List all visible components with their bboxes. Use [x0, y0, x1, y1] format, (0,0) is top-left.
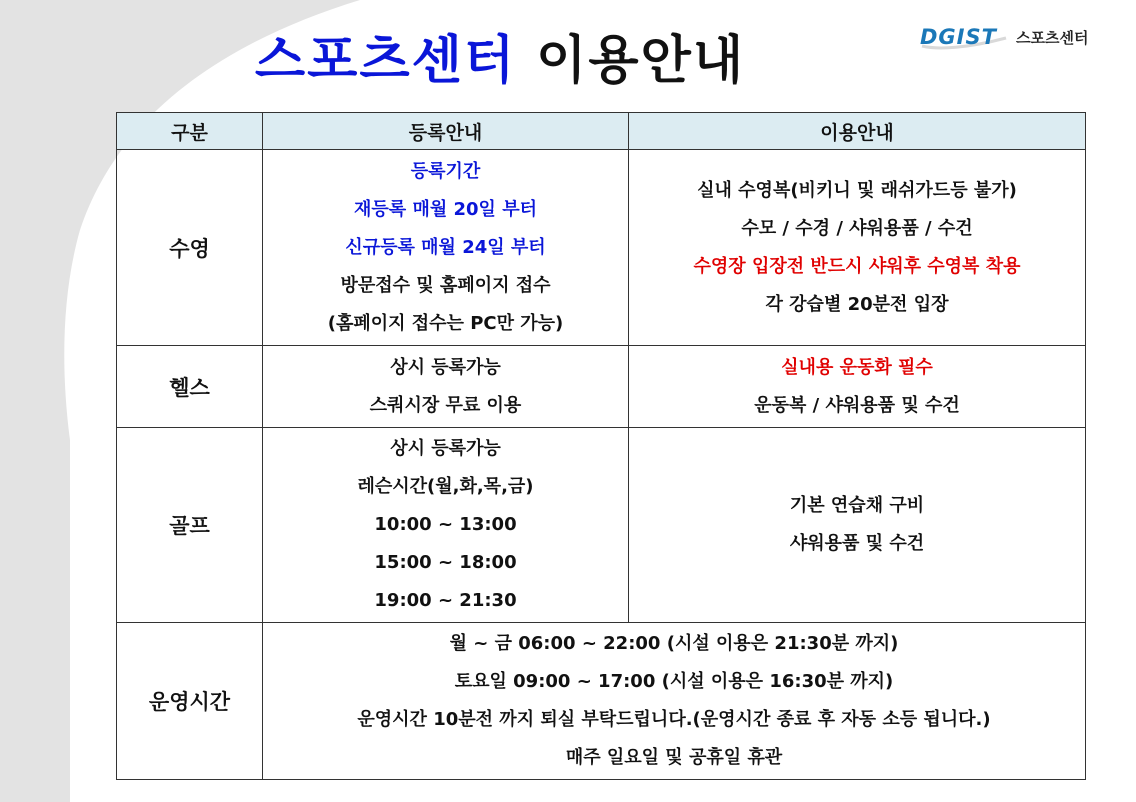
table-row-hours [117, 623, 1086, 780]
info-line: 매주 일요일 및 공휴일 휴관 [565, 747, 783, 768]
header-registration: 등록안내 [263, 113, 629, 150]
info-line: 재등록 매월 20일 부터 [354, 198, 537, 220]
swim-registration-cell [263, 150, 629, 346]
category-golf: 골프 [117, 428, 263, 623]
info-line: 19:00 ~ 21:30 [374, 590, 517, 611]
info-line: (홈페이지 접수는 PC만 가능) [327, 312, 564, 334]
logo-brand: DGIST [920, 25, 997, 49]
logo-suffix: 스포츠센터 [1016, 28, 1089, 47]
category-health: 헬스 [117, 346, 263, 428]
hours-cell [263, 623, 1086, 780]
info-line: 토요일 09:00 ~ 17:00 (시설 이용은 16:30분 까지) [454, 671, 894, 692]
dgist-logo [918, 22, 1088, 52]
header-usage: 이용안내 [629, 113, 1086, 150]
info-table [116, 112, 1086, 780]
golf-usage-cell [629, 428, 1086, 623]
swim-usage-cell [629, 150, 1086, 346]
title-accent: 스포츠센터 [254, 31, 517, 91]
table-row-golf [117, 428, 1086, 623]
info-line: 15:00 ~ 18:00 [374, 552, 517, 573]
table-header-row [117, 113, 1086, 150]
table-row-health [117, 346, 1086, 428]
info-line: 레슨시간(월,화,목,금) [357, 476, 534, 497]
health-usage-cell [629, 346, 1086, 428]
info-line: 신규등록 매월 24일 부터 [345, 236, 546, 258]
info-line: 기본 연습채 구비 [789, 495, 925, 516]
info-line: 월 ~ 금 06:00 ~ 22:00 (시설 이용은 21:30분 까지) [449, 633, 899, 654]
header-category: 구분 [117, 113, 263, 150]
info-line: 스쿼시장 무료 이용 [369, 394, 522, 416]
dgist-logo-mark [918, 24, 1010, 50]
info-line: 등록기간 [410, 160, 481, 182]
info-line: 운영시간 10분전 까지 퇴실 부탁드립니다.(운영시간 종료 후 자동 소등 됩니다.) [357, 709, 991, 730]
category-swim: 수영 [117, 150, 263, 346]
info-line: 실내 수영복(비키니 및 래쉬가드등 불가) [697, 179, 1017, 201]
info-line: 상시 등록가능 [390, 356, 501, 378]
info-line: 10:00 ~ 13:00 [374, 514, 517, 535]
info-line: 방문접수 및 홈페이지 접수 [340, 274, 551, 296]
info-line: 상시 등록가능 [390, 438, 501, 459]
info-line: 수모 / 수경 / 샤워용품 / 수건 [741, 217, 973, 239]
title-rest: 이용안내 [536, 31, 746, 91]
info-line: 각 강습별 20분전 입장 [765, 293, 949, 315]
golf-registration-cell [263, 428, 629, 623]
page-title [0, 18, 1000, 93]
table-row-swim [117, 150, 1086, 346]
info-line: 운동복 / 샤워용품 및 수건 [754, 394, 960, 416]
health-registration-cell [263, 346, 629, 428]
info-line: 수영장 입장전 반드시 샤워후 수영복 착용 [693, 255, 1021, 277]
info-line: 샤워용품 및 수건 [789, 533, 925, 554]
info-line: 실내용 운동화 필수 [781, 356, 933, 378]
category-hours: 운영시간 [117, 623, 263, 780]
